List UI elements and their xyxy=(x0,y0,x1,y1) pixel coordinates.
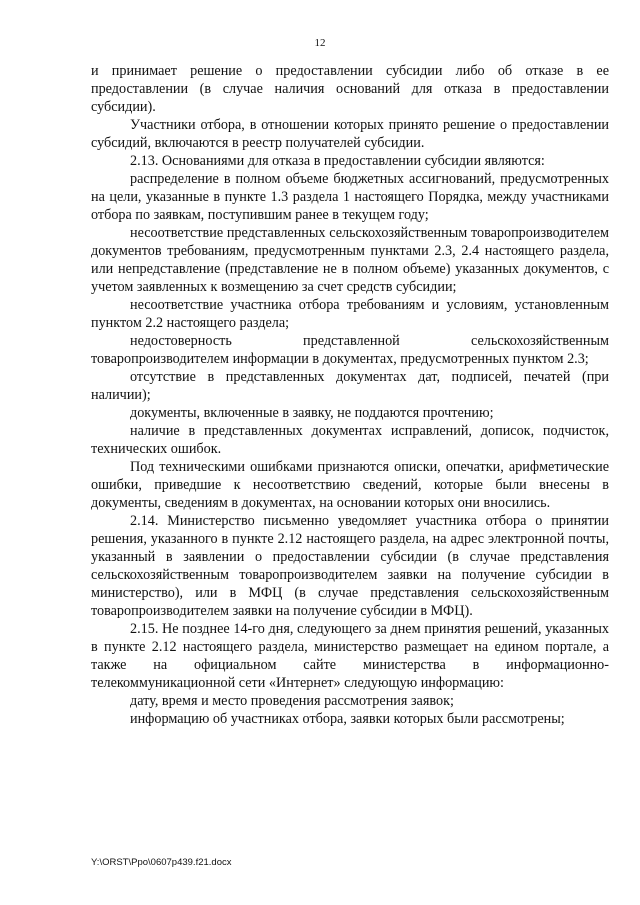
paragraph: дату, время и место проведения рассмотрения заявок; xyxy=(130,693,454,709)
paragraph: несоответствие представленных сельскохозяйственным товаропроизводителем документов требованиям, предусмотренным пунктами 2.3, 2.4 настоящего раздела, или непредставление (представление не в полном объеме) указанных документов, с учетом заявленных к возмещению за счет средств субсидии; xyxy=(91,225,609,295)
paragraph: 2.15. Не позднее 14-го дня, следующего за днем принятия решений, указанных в пункте 2.12 настоящего раздела, министерство размещает на едином портале, а также на официальном сайте министерства в информационно-телекоммуникационной сети «Интернет» следующую информацию: xyxy=(91,621,609,691)
page-number: 12 xyxy=(314,37,326,49)
paragraph: Участники отбора, в отношении которых принято решение о предоставлении субсидий, включаются в реестр получателей субсидии. xyxy=(91,117,609,151)
paragraph: несоответствие участника отбора требованиям и условиям, установленным пунктом 2.2 настоящего раздела; xyxy=(91,297,609,331)
document-body xyxy=(91,62,609,728)
paragraph: 2.13. Основаниями для отказа в предоставлении субсидии являются: xyxy=(130,153,545,169)
paragraph: информацию об участниках отбора, заявки которых были рассмотрены; xyxy=(130,711,565,727)
paragraph: отсутствие в представленных документах дат, подписей, печатей (при наличии); xyxy=(91,369,609,403)
paragraph: и принимает решение о предоставлении субсидии либо об отказе в ее предоставлении (в случае наличия оснований для отказа в предоставлении субсидии). xyxy=(91,63,609,115)
paragraph: недостоверность представленной сельскохозяйственным товаропроизводителем информации в документах, предусмотренных пунктом 2.3; xyxy=(91,333,609,367)
paragraph: распределение в полном объеме бюджетных ассигнований, предусмотренных на цели, указанные в пункте 1.3 раздела 1 настоящего Порядка, между участниками отбора по заявкам, поступившим ранее в текущем году; xyxy=(91,171,609,223)
paragraph: документы, включенные в заявку, не поддаются прочтению; xyxy=(130,405,494,421)
paragraph: 2.14. Министерство письменно уведомляет участника отбора о принятии решения, указанного в пункте 2.12 настоящего раздела, на адрес электронной почты, указанный в заявлении о предоставлении субсидии (в случае представления сельскохозяйственным товаропроизводителем заявки на получение субсидии в министерство), или в МФЦ (в случае представления сельскохозяйственным товаропроизводителем заявки на получение субсидии в МФЦ). xyxy=(91,513,609,619)
paragraph: наличие в представленных документах исправлений, дописок, подчисток, технических ошибок. xyxy=(91,423,609,457)
paragraph: Под техническими ошибками признаются описки, опечатки, арифметические ошибки, приведшие к несоответствию сведений, которые были внесены в документы, сведениям в документах, на основании которых они вносились. xyxy=(91,459,609,511)
footer-file-path: Y:\ORST\Ppo\0607p439.f21.docx xyxy=(91,857,232,868)
